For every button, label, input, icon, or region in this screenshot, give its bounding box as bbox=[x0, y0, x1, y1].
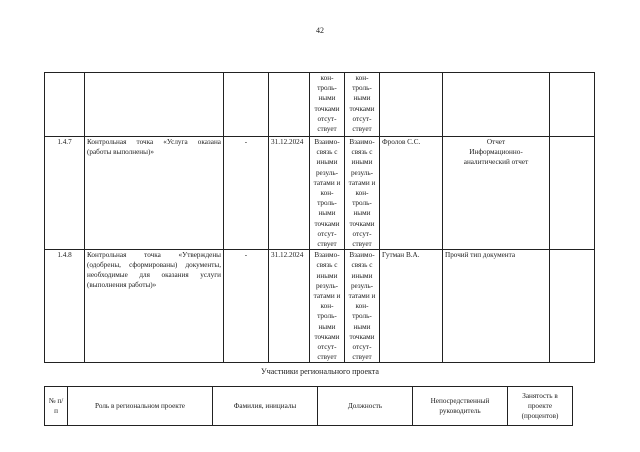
header-employment: Занятость в проекте (процентов) bbox=[508, 387, 573, 426]
cell-relation-1 bbox=[310, 137, 345, 250]
cell-name bbox=[85, 73, 224, 137]
cell-num: 1.4.8 bbox=[45, 250, 85, 363]
cell-line: иными bbox=[316, 271, 338, 280]
cell-date bbox=[269, 73, 310, 137]
cell-line: ными bbox=[318, 94, 336, 103]
cell-line: Взаимо- bbox=[314, 138, 340, 146]
cell-name: Контрольная точка «Утверждены (одобрены, сформированы) документы, необходимые для оказания услуги (выполнения работы)» bbox=[85, 250, 224, 363]
cell-line: связь с bbox=[351, 261, 373, 270]
cell-num: 1.4.7 bbox=[45, 137, 85, 250]
cell-line: троль- bbox=[352, 199, 372, 208]
cell-line: троль- bbox=[317, 84, 337, 93]
cell-line: иными bbox=[351, 271, 373, 280]
page-number: 42 bbox=[316, 26, 324, 35]
cell-document bbox=[443, 137, 550, 250]
cell-name: Контрольная точка «Услуга оказана (работы выполнены)» bbox=[85, 137, 224, 250]
cell-line: отсут- bbox=[352, 343, 372, 352]
cell-date: 31.12.2024 bbox=[269, 250, 310, 363]
cell-line: ствует bbox=[317, 240, 337, 249]
cell-line: точками bbox=[314, 104, 340, 113]
cell-extra bbox=[550, 73, 595, 137]
cell-line: связь с bbox=[316, 148, 338, 157]
cell-responsible bbox=[380, 73, 443, 137]
cell-dash: - bbox=[224, 137, 269, 250]
participants-header-row bbox=[45, 387, 573, 426]
cell-dash bbox=[224, 73, 269, 137]
cell-line: ствует bbox=[317, 125, 337, 134]
cell-date: 31.12.2024 bbox=[269, 137, 310, 250]
cell-line: ными bbox=[353, 322, 371, 331]
cell-line: точками bbox=[349, 332, 375, 341]
cell-line: резуль- bbox=[350, 168, 374, 177]
cell-line: Информационно- bbox=[469, 148, 523, 156]
header-position: Должность bbox=[318, 387, 413, 426]
cell-line: точками bbox=[314, 219, 340, 228]
cell-relation-2 bbox=[345, 137, 380, 250]
cell-line: татами и bbox=[348, 292, 376, 301]
cell-line: Отчет bbox=[486, 138, 506, 146]
cell-line: ными bbox=[318, 209, 336, 218]
cell-line: аналитический отчет bbox=[463, 158, 529, 166]
cell-line: точками bbox=[349, 104, 375, 113]
cell-line: ными bbox=[318, 322, 336, 331]
cell-line: Взаимо- bbox=[314, 251, 340, 260]
cell-line: отсут- bbox=[317, 343, 337, 352]
cell-line: кон- bbox=[355, 189, 369, 198]
cell-line: ными bbox=[353, 209, 371, 218]
cell-line: точками bbox=[314, 332, 340, 341]
cell-line: иными bbox=[351, 158, 373, 167]
cell-line: троль- bbox=[352, 84, 372, 93]
cell-line: резуль- bbox=[350, 281, 374, 290]
cell-line: татами и bbox=[348, 178, 376, 187]
cell-line: резуль- bbox=[315, 168, 339, 177]
cell-line: иными bbox=[316, 158, 338, 167]
section-title: Участники регионального проекта bbox=[261, 367, 379, 376]
cell-line: ствует bbox=[352, 125, 372, 134]
cell-document bbox=[443, 73, 550, 137]
cell-line: троль- bbox=[352, 312, 372, 321]
cell-responsible: Гутман В.А. bbox=[380, 250, 443, 363]
header-manager: Непосредственный руководитель bbox=[413, 387, 508, 426]
cell-relation-1 bbox=[310, 73, 345, 137]
cell-line: Взаимо- bbox=[349, 138, 375, 146]
cell-dash: - bbox=[224, 250, 269, 363]
cell-line: ствует bbox=[352, 240, 372, 249]
cell-line: резуль- bbox=[315, 281, 339, 290]
cell-line: троль- bbox=[317, 312, 337, 321]
cell-line: кон- bbox=[320, 302, 334, 311]
cell-line: отсут- bbox=[352, 114, 372, 123]
cell-extra bbox=[550, 137, 595, 250]
header-num: № п/п bbox=[45, 387, 68, 426]
table-row bbox=[45, 250, 595, 363]
cell-line: ствует bbox=[317, 353, 337, 362]
participants-table bbox=[44, 386, 573, 426]
cell-line: Взаимо- bbox=[349, 251, 375, 260]
cell-relation-2 bbox=[345, 73, 380, 137]
header-name: Фамилия, инициалы bbox=[213, 387, 318, 426]
table-row bbox=[45, 137, 595, 250]
cell-line: точками bbox=[349, 219, 375, 228]
cell-line: отсут- bbox=[352, 229, 372, 238]
cell-line: Прочий тип документа bbox=[445, 251, 516, 260]
cell-line: кон- bbox=[355, 74, 369, 82]
header-role: Роль в региональном проекте bbox=[68, 387, 213, 426]
cell-extra bbox=[550, 250, 595, 363]
cell-document bbox=[443, 250, 550, 363]
cell-line: кон- bbox=[320, 189, 334, 198]
cell-num bbox=[45, 73, 85, 137]
cell-relation-1 bbox=[310, 250, 345, 363]
cell-line: татами и bbox=[313, 178, 341, 187]
control-points-table bbox=[44, 72, 595, 363]
cell-line: троль- bbox=[317, 199, 337, 208]
cell-relation-2 bbox=[345, 250, 380, 363]
cell-line: отсут- bbox=[317, 114, 337, 123]
table-row-continuation bbox=[45, 73, 595, 137]
cell-responsible: Фролов С.С. bbox=[380, 137, 443, 250]
cell-line: кон- bbox=[320, 74, 334, 82]
cell-line: ствует bbox=[352, 353, 372, 362]
cell-line: связь с bbox=[351, 148, 373, 157]
cell-line: ными bbox=[353, 94, 371, 103]
cell-line: кон- bbox=[355, 302, 369, 311]
cell-line: татами и bbox=[313, 292, 341, 301]
cell-line: связь с bbox=[316, 261, 338, 270]
cell-line: отсут- bbox=[317, 229, 337, 238]
